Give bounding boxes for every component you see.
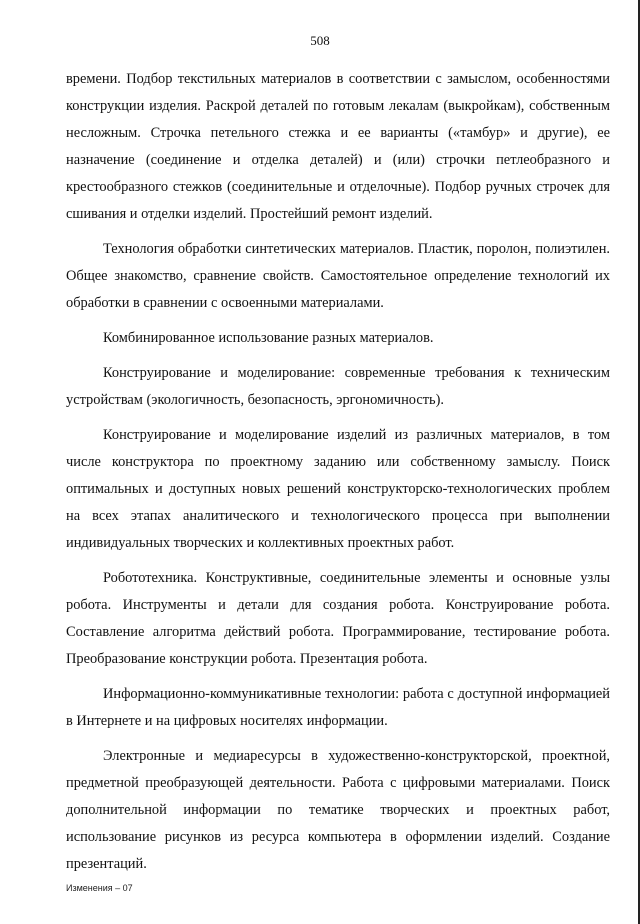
paragraph-7: Информационно-коммуникативные технологии: работа с доступной информацией в Интернете и на цифровых носителях информации. [66, 686, 610, 729]
paragraph-6: Робототехника. Конструктивные, соединительные элементы и основные узлы робота. Инструменты и детали для создания робота. Конструирование робота. Составление алгоритма действий робота. Программирование, тестирование робота. Преобразование конструкции робота. Презентация робота. [66, 570, 610, 667]
paragraph-3: Комбинированное использование разных материалов. [103, 330, 434, 346]
page-number: 508 [310, 33, 330, 48]
paragraph-5: Конструирование и моделирование изделий из различных материалов, в том числе конструктора по проектному заданию или собственному замыслу. Поиск оптимальных и доступных новых решений конструкторско-технологических проблем на всех этапах аналитического и технологического процесса при выполнении индивидуальных творческих и коллективных проектных работ. [66, 427, 610, 551]
paragraph-2: Технология обработки синтетических материалов. Пластик, поролон, полиэтилен. Общее знакомство, сравнение свойств. Самостоятельное определение технологий их обработки в сравнении с освоенными материалами. [66, 241, 610, 311]
paragraph-8: Электронные и медиаресурсы в художественно-конструкторской, проектной, предметной преобразующей деятельности. Работа с цифровыми материалами. Поиск дополнительной информации по тематике творческих и проектных работ, использование рисунков из ресурса компьютера в оформлении изделий. Создание презентаций. [66, 748, 610, 872]
body-text [66, 66, 610, 886]
footer-revision-note: Изменения – 07 [66, 883, 133, 893]
paragraph-4: Конструирование и моделирование: современные требования к техническим устройствам (экологичность, безопасность, эргономичность). [66, 365, 610, 408]
paragraph-1: времени. Подбор текстильных материалов в соответствии с замыслом, особенностями конструкции изделия. Раскрой деталей по готовым лекалам (выкройкам), собственным несложным. Строчка петельного стежка и ее варианты («тамбур» и другие), ее назначение (соединение и отделка деталей) и (или) строчки петлеобразного и крестообразного стежков (соединительные и отделочные). Подбор ручных строчек для сшивания и отделки изделий. Простейший ремонт изделий. [66, 71, 610, 222]
